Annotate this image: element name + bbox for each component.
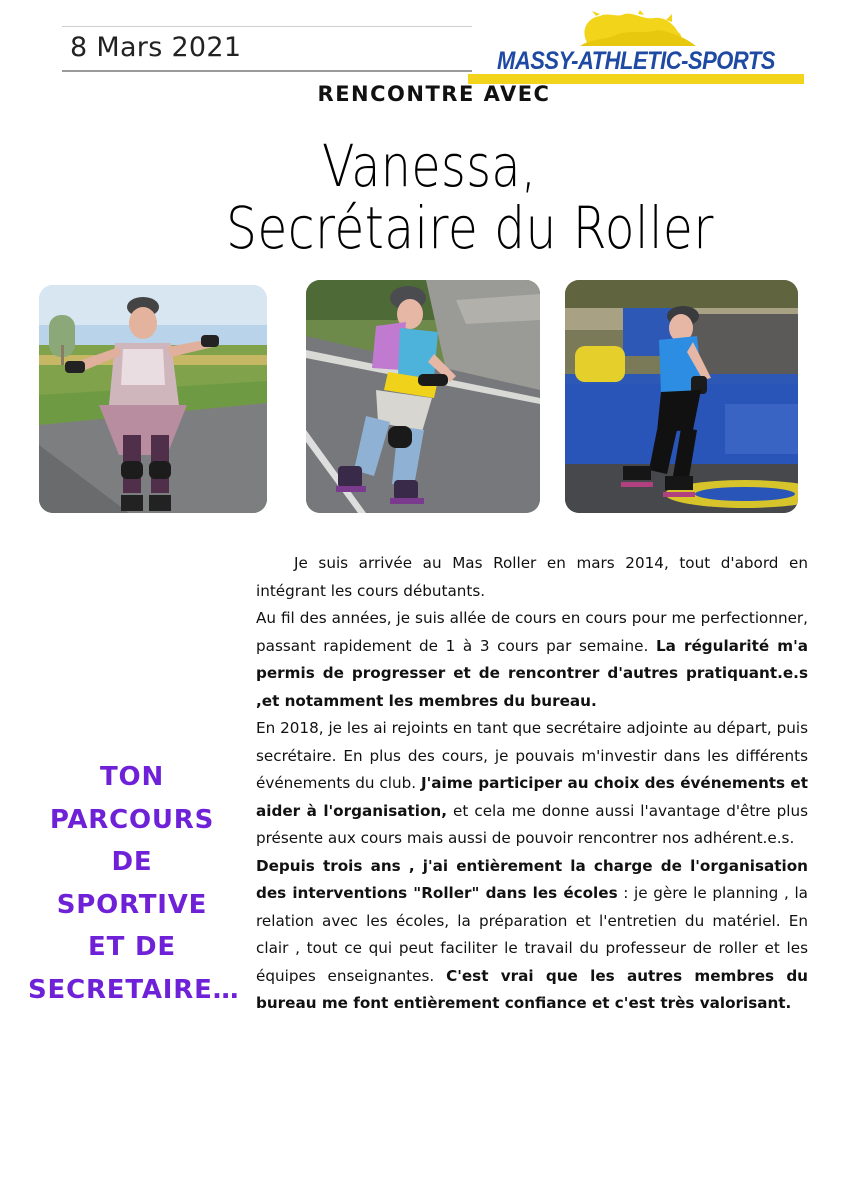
issue-date: 8 Mars 2021 <box>70 32 242 63</box>
side-heading-line: TON <box>100 762 164 792</box>
emphasis-run: J'aime participer au choix des événements et aider à l'organisation, <box>256 774 808 820</box>
roller-skater-photo-field <box>39 285 267 513</box>
photo-skater-field <box>39 285 267 513</box>
article-body <box>256 550 808 1018</box>
emphasis-run: Depuis trois ans , j'ai entièrement la charge de l'organisation des interventions "Roller" dans les écoles <box>256 856 808 902</box>
side-heading-line: PARCOURS <box>49 804 215 835</box>
paragraph-progress <box>256 605 808 715</box>
text-run: Au fil des années, je suis allée de cours en cours pour me perfectionner, passant rapidement de 1 à 3 cours par semaine. <box>256 609 808 655</box>
top-divider <box>62 26 472 27</box>
text-run: et cela me donne aussi l'avantage d'être plus présente aux cours mais aussi de pouvoir rencontrer nos adhérent.e.s. <box>256 801 808 847</box>
roller-skater-photo-track <box>565 280 798 513</box>
photo-skater-road <box>306 280 540 513</box>
emphasis-run: C'est vrai que les autres membres du bureau me font entièrement confiance et c'est très valorisant. <box>256 966 808 1012</box>
emphasis-run: La régularité m'a permis de progresser et de rencontrer d'autres pratiquant.e.s ,et notamment les membres du bureau. <box>256 636 808 710</box>
club-logo <box>468 10 804 90</box>
page-title-role: Secrétaire du Roller <box>226 194 714 262</box>
text-run: En 2018, je les ai rejoints en tant que secrétaire adjointe au départ, puis secrétaire. En plus des cours, je pouvais m'investir dans les différents événements du club. <box>256 719 808 792</box>
kicker-heading: RENCONTRE AVEC <box>317 82 551 106</box>
photo-skater-track <box>565 280 798 513</box>
side-heading <box>28 756 240 1011</box>
page-title-name: Vanessa, <box>322 132 537 200</box>
logo-wordmark: MASSY-ATHLETIC-SPORTS <box>497 46 775 75</box>
text-run: : je gère le planning , la relation avec les écoles, la préparation et l'entretien du matériel. En clair , tout ce qui peut faciliter le travail du professeur de roller et les équipes enseignantes. <box>256 884 808 985</box>
paragraph-arrival: Je suis arrivée au Mas Roller en mars 2014, tout d'abord en intégrant les cours débutants. <box>256 554 808 600</box>
side-heading-line: SPORTIVE <box>56 889 208 920</box>
side-heading-line: ET DE <box>88 932 176 962</box>
side-heading-line: SECRETAIRE… <box>28 974 240 1005</box>
side-heading-line: DE <box>111 847 153 877</box>
date-divider <box>62 70 472 72</box>
roller-skater-photo-road <box>306 280 540 513</box>
paragraph-schools <box>256 853 808 1018</box>
paragraph-secretary <box>256 715 808 853</box>
